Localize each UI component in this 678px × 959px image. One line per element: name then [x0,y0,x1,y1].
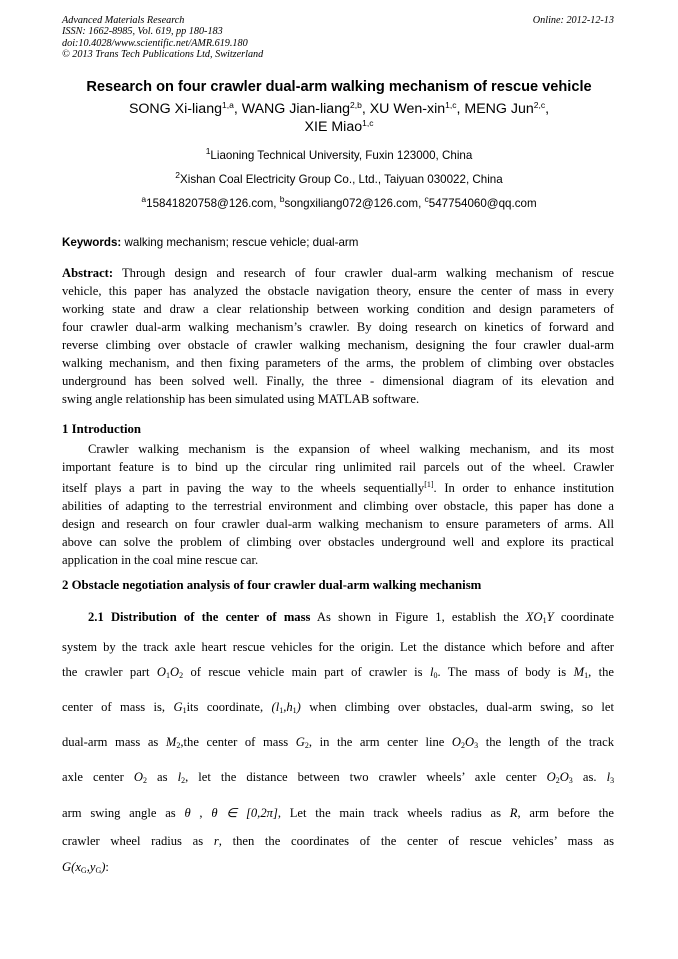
paper-title: Research on four crawler dual-arm walking mechanism of rescue vehicle [86,79,592,95]
keywords-label: Keywords: [62,236,122,249]
journal-header [62,15,263,61]
issn-line: ISSN: 1662-8985, Vol. 619, pp 180-183 [62,26,223,38]
section-heading-obstacle-analysis: 2 Obstacle negotiation analysis of four crawler dual-arm walking mechanism [62,578,482,592]
abstract-label: Abstract: [62,266,114,280]
math-theta-range: θ ∈ [0,2π] [211,806,278,820]
body-line: 2.1 Distribution of the center of mass As shown in Figure 1, establish the $XO_1Y$ coordinate [88,610,614,625]
body-line: the crawler part $O_1O_2$ of rescue vehicle main part of crawler is $l_0$. The mass of body is $M_1$, the [62,665,614,680]
affiliation-text: Xishan Coal Electricity Group Co., Ltd., Taiyuan 030022, China [180,173,503,186]
journal-name: Advanced Materials Research [62,15,185,26]
intro-line: abilities of adapting to the terrestrial environment and climbing over obstacle, this paper has done a [62,499,614,513]
math-o1o2: $O_1O_2$ [156,665,184,680]
abstract-line: walking mechanism, and then fixing parameters of the arms, the problem of climbing over obstacles [62,356,614,370]
math-o2o3: $O_2O_3$ [451,735,479,750]
author-sup: 1,a [221,100,234,110]
doi-line: doi:10.4028/www.scientific.net/AMR.619.180 [62,37,248,49]
author-name: SONG Xi-liang [128,101,222,117]
body-line: dual-arm mass as $M_2,the$ center of mass $G_2$, in the arm center line $O_2O_3$ the length of the track [62,735,614,750]
abstract-line: working state and draw a clear relationship between working condition and design parameters of [62,302,614,316]
author-name: XIE Miao [304,119,363,135]
intro-line: Crawler walking mechanism is the expansion of wheel walking mechanism, and its most [88,442,614,456]
body-line: center of mass is, $G_1its$ coordinate, $(l_1,h_1)$ when climbing over obstacles, dual-arm swing, so let [62,700,614,715]
affiliation-2 [40,170,638,186]
author-list: SONG Xi-liang$^{1,a}$, WANG Jian-liang$^{2,b}$, XU Wen-xin$^{1,c}$, MENG Jun$^{2,c}$, XIE Miao$^{1,c}$ [128,100,550,135]
math-l2: $l_2$ [177,770,186,785]
intro-line: design and research on four crawler dual-arm walking mechanism to ensure parameters of arms. All [62,517,614,531]
math-l3: $l_3$ [606,770,615,785]
author-sup: 1,c [445,100,457,110]
keywords-text: walking mechanism; rescue vehicle; dual-arm [124,236,359,249]
affiliation-sup: 1 [205,146,211,156]
affiliation-sup: 2 [175,170,181,180]
intro-line: above can solve the problem of climbing over obstacles underground well and explore its practical [62,535,614,549]
introduction-body [62,440,614,569]
math-o2: $O_2$ [133,770,147,785]
abstract-line: Abstract: Through design and research of four crawler dual-arm walking mechanism of rescue [62,266,614,280]
author-sup: 1,c [362,118,374,128]
math-l0: $l_0$ [429,665,438,680]
math-r-upper: R [509,806,518,820]
math-m2: $M_2$ [165,735,181,750]
copyright-line: © 2013 Trans Tech Publications Ltd, Switzerland [62,49,264,61]
math-m1: $M_1$ [573,665,589,680]
math-theta: θ [184,806,191,820]
author-sup: 2,b [349,100,362,110]
math-coordinate-system: $XO_1Y$ [525,610,554,625]
affiliation-1 [40,146,638,162]
author-name: XU Wen-xin [369,101,446,117]
body-line: axle center $O_2$ as $l_2$, let the distance between two crawler wheels’ axle center $O_2O_3$ as. $l_3$ [62,770,615,785]
math-l1-h1: $(l_1,h_1)$ [271,700,301,715]
email-sup: b [279,194,285,204]
email-a: 15841820758@126.com, [146,197,277,210]
body-line: $G(x_G,y_G)$: [62,860,109,875]
email-sup: a [141,194,147,204]
body-line: system by the track axle heart rescue vehicles for the origin. Let the distance which before and after [62,640,614,654]
body-line: arm swing angle as θ , θ ∈ [0,2π], Let the main track wheels radius as R, arm before the [62,806,615,820]
email-list [40,194,638,210]
citation-ref[interactable]: [1] [424,480,434,489]
abstract-line: swing angle relationship has been simulated using MATLAB software. [62,392,420,406]
intro-line: important feature is to bind up the circular ring unlimited rail parcels out of the wheel. Crawler [62,460,614,474]
author-sup: 2,c [533,100,546,110]
section-heading-introduction: 1 Introduction [62,422,142,436]
math-center-of-mass: $G(x_G,y_G)$ [62,860,106,875]
abstract-line: vehicle, this paper has analyzed the obstacle navigation theory, ensure the center of mass in every [62,284,614,298]
online-date: Online: 2012-12-13 [532,15,614,26]
email-c: 547754060@qq.com [428,197,537,210]
math-g1: $G_1$ [173,700,187,715]
math-o2o3: $O_2O_3$ [546,770,573,785]
author-name: WANG Jian-liang [241,101,350,117]
abstract-line: four crawler dual-arm walking mechanism’s crawler. By doing research on kinetics of forward and [62,320,614,334]
body-line: crawler wheel radius as r, then the coordinates of the center of rescue vehicles’ mass as [62,834,614,848]
intro-line: application in the coal mine rescue car. [62,553,259,567]
math-g2: $G_2$ [295,735,309,750]
keywords [62,236,358,249]
math-r-lower: r [213,834,219,848]
affiliation-text: Liaoning Technical University, Fuxin 123000, China [210,149,473,162]
abstract-line: underground has been solved well. Finally, the three - dimensional diagram of its elevation and [62,374,614,388]
email-b: songxiliang072@126.com, [284,197,422,210]
abstract [62,264,614,408]
abstract-line: reverse climbing over obstacle of crawler walking mechanism, designing the four crawler dual-arm [62,338,614,352]
author-name: MENG Jun [464,101,534,117]
email-sup: c [424,194,429,204]
intro-line: itself plays a part in paving the way to the wheels sequentially[1]. In order to enhance institution [62,480,614,495]
subsection-heading: 2.1 Distribution of the center of mass [88,610,311,624]
